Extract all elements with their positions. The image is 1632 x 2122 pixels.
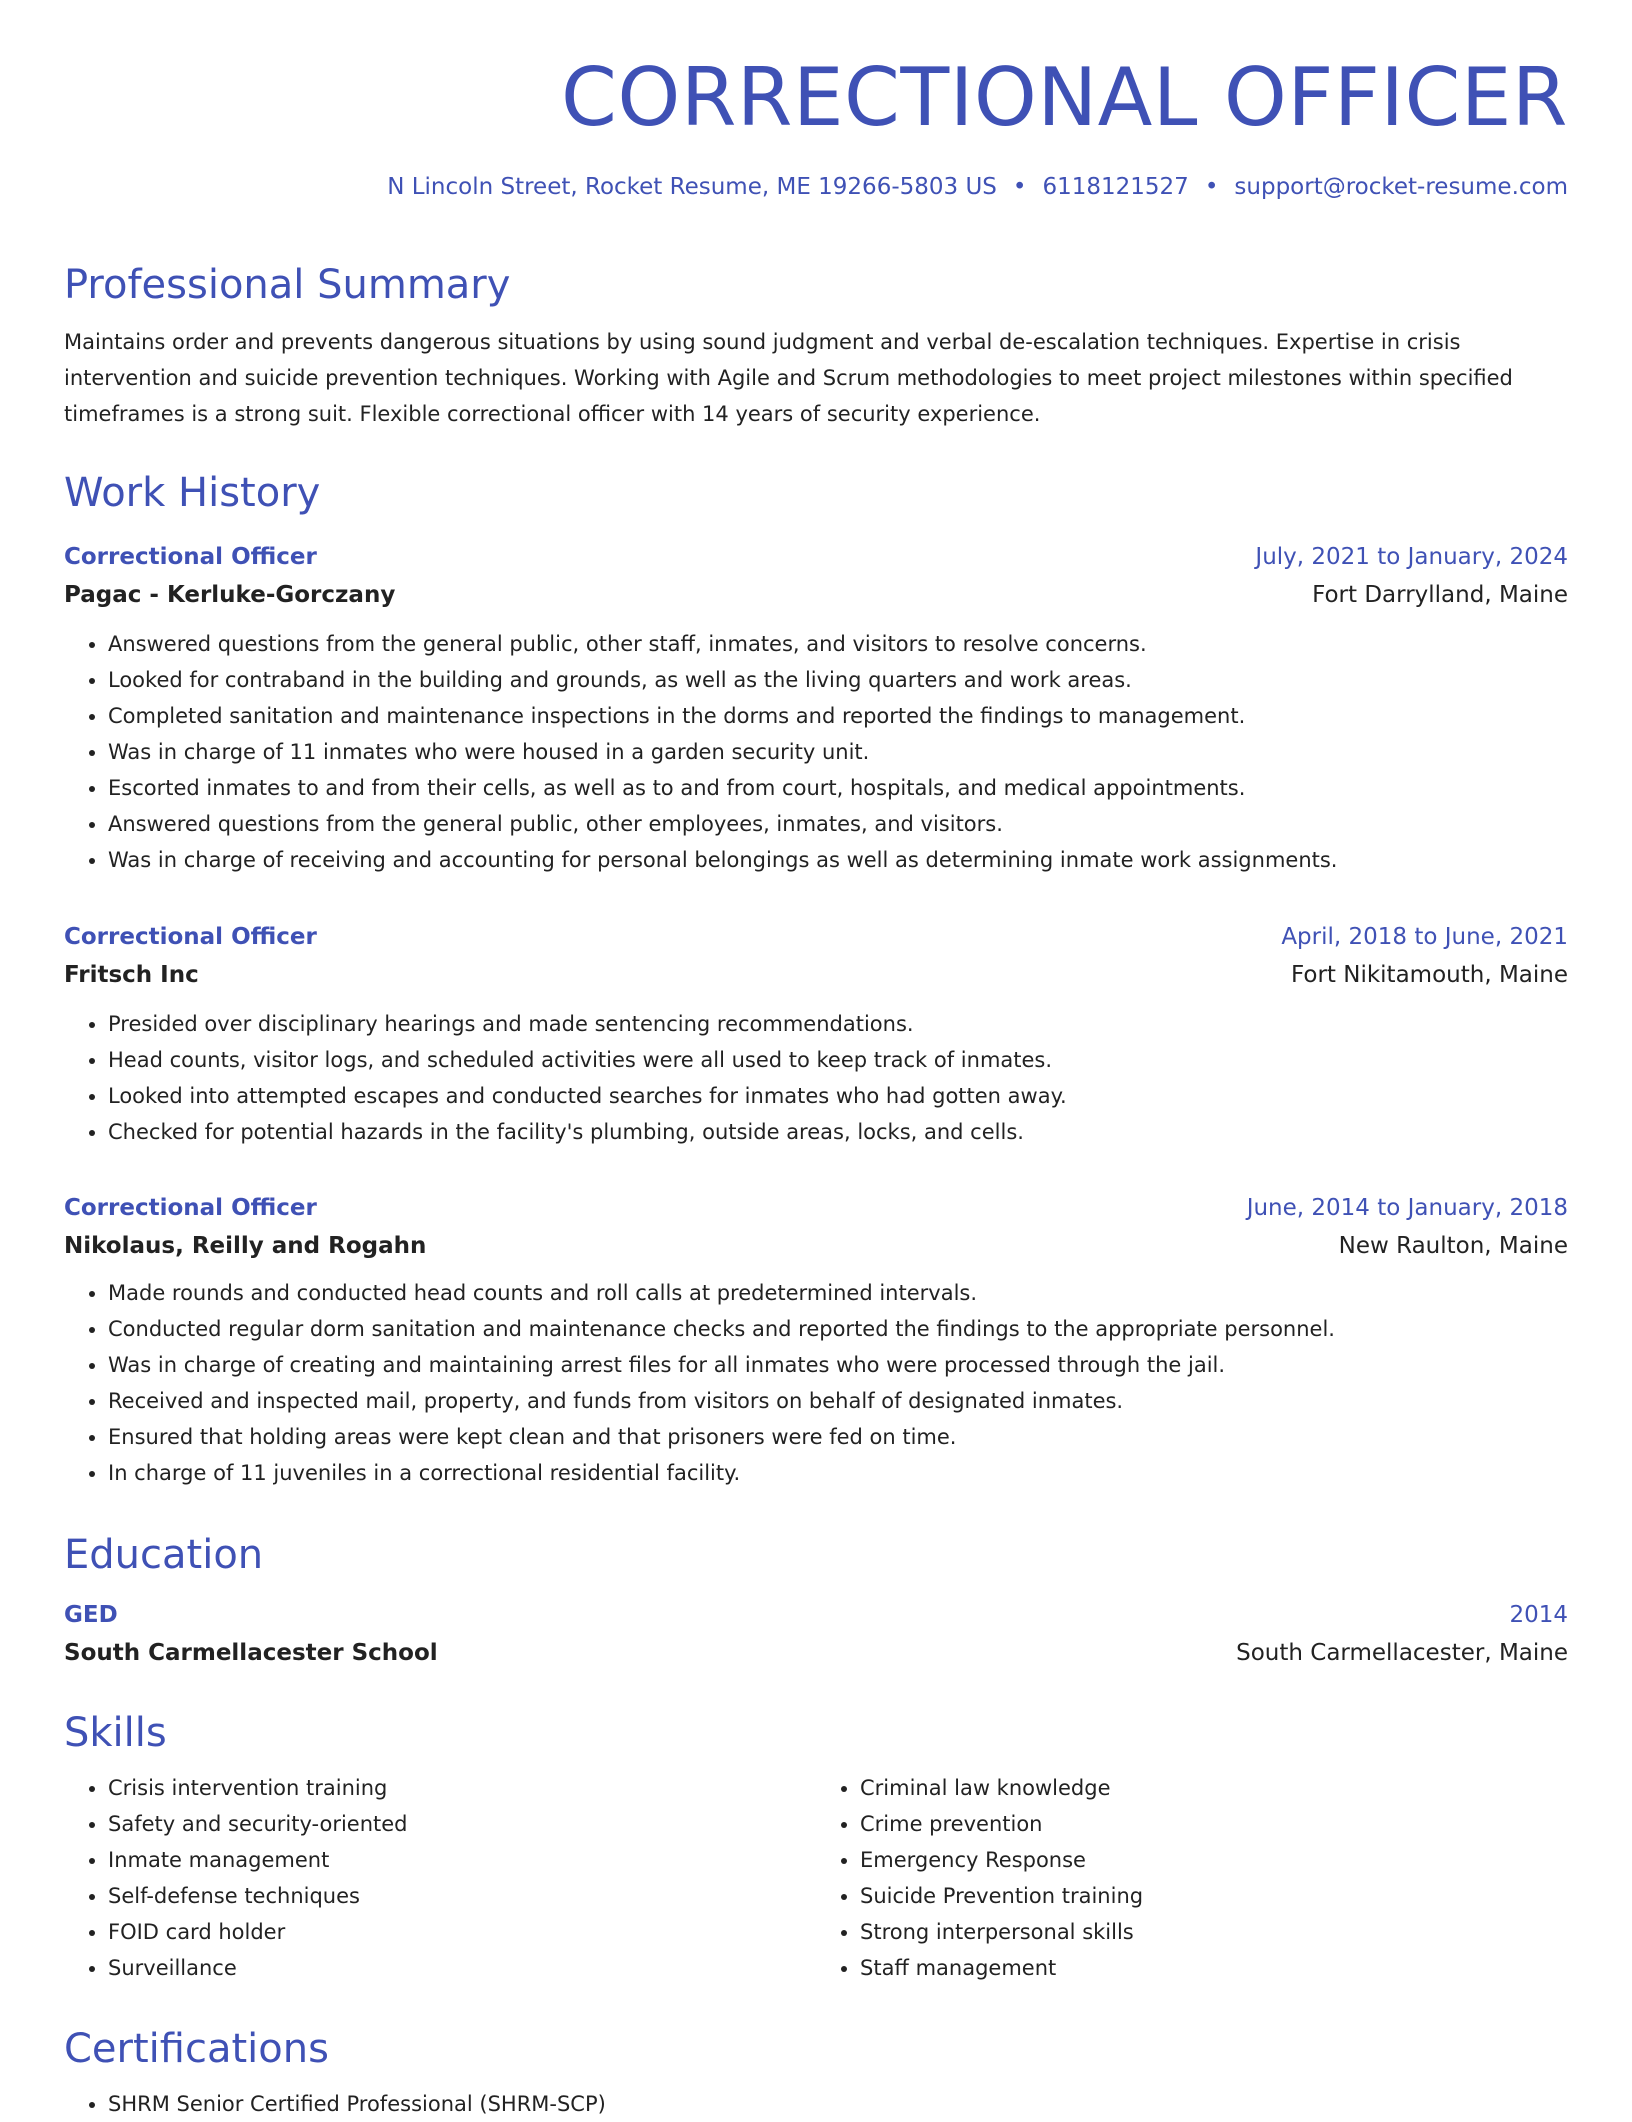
job-header <box>64 544 1568 570</box>
resume-page <box>64 0 1568 2116</box>
job-bullets <box>64 626 1568 878</box>
job-location: New Raulton, Maine <box>1338 1233 1568 1259</box>
job-role: Correctional Officer <box>64 924 317 950</box>
list-item: • Looked into attempted escapes and conducted searches for inmates who had gotten away. <box>108 1078 1568 1114</box>
contact-line <box>64 174 1568 200</box>
list-item: • SHRM Senior Certified Professional (SHRM-SCP) <box>108 2086 1568 2122</box>
list-item: • Emergency Response <box>860 1842 1568 1878</box>
job-bullets <box>64 1275 1568 1491</box>
list-item: • Conducted regular dorm sanitation and maintenance checks and reported the findings to the appropriate personnel. <box>108 1311 1568 1347</box>
list-item: • Was in charge of 11 inmates who were housed in a garden security unit. <box>108 734 1568 770</box>
list-item: • Inmate management <box>108 1842 816 1878</box>
skills-list-left <box>64 1770 816 1986</box>
job-header <box>64 1195 1568 1221</box>
list-item: • Criminal law knowledge <box>860 1770 1568 1806</box>
job-company: Nikolaus, Reilly and Rogahn <box>64 1233 427 1259</box>
job-bullets <box>64 1006 1568 1150</box>
section-title-summary: Professional Summary <box>64 262 511 308</box>
education-section <box>64 1532 1568 1666</box>
list-item: • Was in charge of creating and maintaining arrest files for all inmates who were processed through the jail. <box>108 1347 1568 1383</box>
section-title-education: Education <box>64 1532 264 1578</box>
certifications-list <box>64 2086 1568 2122</box>
job-entry <box>64 1195 1568 1491</box>
work-section <box>64 470 1568 516</box>
list-item: • In charge of 11 juveniles in a correctional residential facility. <box>108 1455 1568 1491</box>
list-item: • Was in charge of receiving and accounting for personal belongings as well as determining inmate work assignments. <box>108 842 1568 878</box>
skills-list-right <box>816 1770 1568 1986</box>
job-role: Correctional Officer <box>64 1195 317 1221</box>
education-header <box>64 1602 1568 1628</box>
list-item: • Looked for contraband in the building and grounds, as well as the living quarters and work areas. <box>108 662 1568 698</box>
section-title-work: Work History <box>64 470 321 516</box>
list-item: • Surveillance <box>108 1950 816 1986</box>
education-subheader <box>64 1640 1568 1666</box>
job-role: Correctional Officer <box>64 544 317 570</box>
list-item: • Made rounds and conducted head counts and roll calls at predetermined intervals. <box>108 1275 1568 1311</box>
job-entry <box>64 544 1568 878</box>
list-item: • Answered questions from the general public, other employees, inmates, and visitors. <box>108 806 1568 842</box>
list-item: • Answered questions from the general public, other staff, inmates, and visitors to resolve concerns. <box>108 626 1568 662</box>
job-dates: July, 2021 to January, 2024 <box>1255 544 1568 570</box>
email-link[interactable]: support@rocket-resume.com <box>1234 174 1568 200</box>
list-item: • Crime prevention <box>860 1806 1568 1842</box>
summary-text: Maintains order and prevents dangerous situations by using sound judgment and verbal de-escalation techniques. Expertise in crisis intervention and suicide prevention techniques. Working with Agile and Scrum methodologies to meet project milestones within specified timeframes is a strong suit. Flexible correctional officer with 14 years of security experience. <box>64 330 1513 426</box>
list-item: • Staff management <box>860 1950 1568 1986</box>
section-title-certifications: Certifications <box>64 2026 329 2072</box>
resume-title: CORRECTIONAL OFFICER <box>561 51 1568 144</box>
phone-text: 6118121527 <box>1042 174 1189 200</box>
job-header <box>64 924 1568 950</box>
education-year: 2014 <box>1509 1602 1568 1628</box>
job-location: Fort Darrylland, Maine <box>1312 582 1568 608</box>
education-location: South Carmellacester, Maine <box>1236 1640 1568 1666</box>
list-item: • Strong interpersonal skills <box>860 1914 1568 1950</box>
list-item: • Self-defense techniques <box>108 1878 816 1914</box>
section-title-skills: Skills <box>64 1710 167 1756</box>
separator-dot: • <box>1204 174 1219 200</box>
list-item: • Presided over disciplinary hearings and made sentencing recommendations. <box>108 1006 1568 1042</box>
separator-dot: • <box>1012 174 1027 200</box>
list-item: • FOID card holder <box>108 1914 816 1950</box>
list-item: • Completed sanitation and maintenance inspections in the dorms and reported the findings to management. <box>108 698 1568 734</box>
education-school: South Carmellacester School <box>64 1640 438 1666</box>
list-item: • Head counts, visitor logs, and scheduled activities were all used to keep track of inmates. <box>108 1042 1568 1078</box>
job-location: Fort Nikitamouth, Maine <box>1290 962 1568 988</box>
job-company: Fritsch Inc <box>64 962 199 988</box>
certifications-section <box>64 2026 1568 2122</box>
list-item: • Checked for potential hazards in the facility's plumbing, outside areas, locks, and cells. <box>108 1114 1568 1150</box>
job-subheader <box>64 582 1568 608</box>
job-subheader <box>64 962 1568 988</box>
job-subheader <box>64 1233 1568 1259</box>
list-item: • Safety and security-oriented <box>108 1806 816 1842</box>
summary-section <box>64 262 1568 432</box>
address-text: N Lincoln Street, Rocket Resume, ME 19266-5803 US <box>387 174 997 200</box>
job-dates: April, 2018 to June, 2021 <box>1281 924 1568 950</box>
education-degree: GED <box>64 1602 118 1628</box>
list-item: • Ensured that holding areas were kept clean and that prisoners were fed on time. <box>108 1419 1568 1455</box>
job-company: Pagac - Kerluke-Gorczany <box>64 582 396 608</box>
skills-section <box>64 1710 1568 1986</box>
job-entry <box>64 924 1568 1150</box>
list-item: • Crisis intervention training <box>108 1770 816 1806</box>
list-item: • Suicide Prevention training <box>860 1878 1568 1914</box>
list-item: • Escorted inmates to and from their cells, as well as to and from court, hospitals, and medical appointments. <box>108 770 1568 806</box>
job-dates: June, 2014 to January, 2018 <box>1246 1195 1568 1221</box>
skills-grid <box>64 1770 1568 1986</box>
list-item: • Received and inspected mail, property, and funds from visitors on behalf of designated inmates. <box>108 1383 1568 1419</box>
